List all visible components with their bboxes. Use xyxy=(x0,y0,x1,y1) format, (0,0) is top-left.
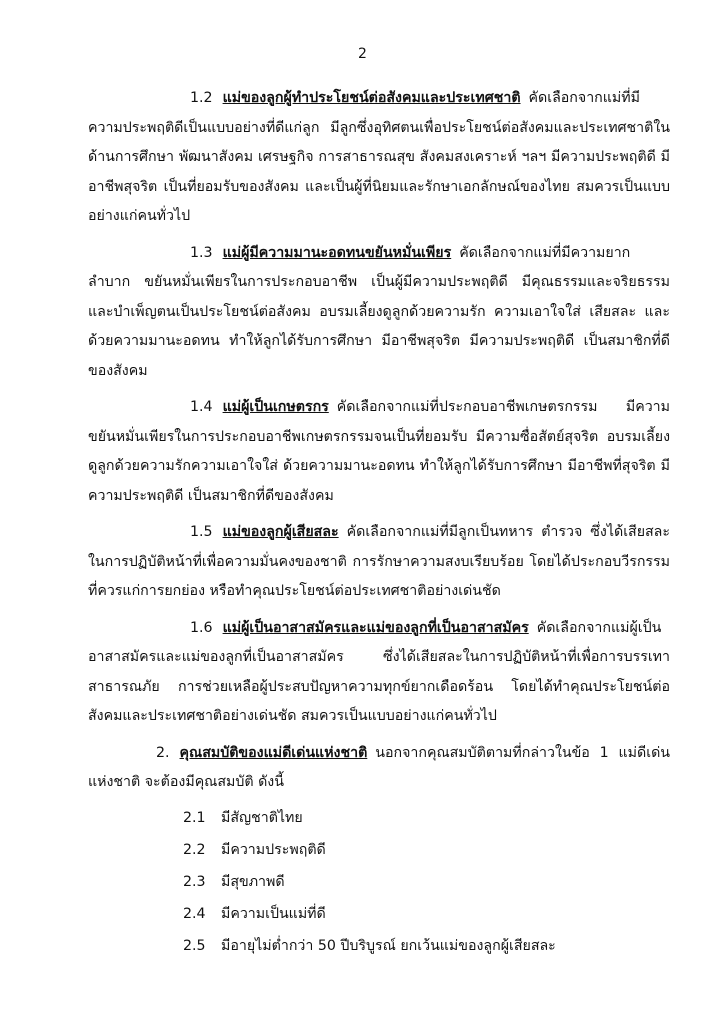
section-2 xyxy=(88,739,670,962)
section-number: 1.6 xyxy=(190,619,213,636)
item-number: 2.3 xyxy=(183,873,206,890)
section-number: 1.4 xyxy=(190,399,213,415)
section-text: คัดเลือกจากแม่ผู้เป็นอาสาสมัครและแม่ของลูกที่เป็นอาสาสมัคร ซึ่งได้เสียสละในการปฏิบัติหน้าที่เพื่อการบรรเทาสาธารณภัย การช่วยเหลือผู้ประสบปัญหาความทุกข์ยากเดือดร้อน โดยได้ทำคุณประโยชน์ต่อสังคมและประเทศชาติอย่างเด่นชัด สมควรเป็นแบบอย่างแก่คนทั่วไป xyxy=(88,619,670,724)
section-heading: แม่ของลูกผู้เสียสละ xyxy=(222,524,339,540)
item-number: 2.4 xyxy=(183,905,206,922)
list-item xyxy=(88,898,670,930)
item-number: 2.2 xyxy=(183,841,206,858)
list-item xyxy=(88,866,670,898)
section-1-5 xyxy=(88,518,670,607)
document-body xyxy=(88,84,670,962)
section-1-2 xyxy=(88,84,670,232)
section-heading: แม่ผู้มีความมานะอดทนขยันหมั่นเพียร xyxy=(222,244,452,261)
section-number: 2. xyxy=(156,744,170,761)
list-item xyxy=(88,930,670,962)
section-text: คัดเลือกจากแม่ที่มีความยากลำบาก ขยันหมั่นเพียรในการประกอบอาชีพ เป็นผู้มีความประพฤติดี มีคุณธรรมและจริยธรรม และบำเพ็ญตนเป็นประโยชน์ต่อสังคม อบรมเลี้ยงดูลูกด้วยความรัก ความเอาใจใส่ เสียสละ และด้วยความมานะอดทน ทำให้ลูกได้รับการศึกษา มีอาชีพสุจริต มีความประพฤติดี เป็นสมาชิกที่ดีของสังคม xyxy=(88,244,670,379)
qualification-list xyxy=(88,802,670,962)
item-text: มีความประพฤติดี xyxy=(221,841,326,858)
item-text: มีอายุไม่ต่ำกว่า 50 ปีบริบูรณ์ ยกเว้นแม่ของลูกผู้เสียสละ xyxy=(221,937,556,954)
section-heading: แม่ของลูกผู้ทำประโยชน์ต่อสังคมและประเทศชาติ xyxy=(222,90,521,106)
section-text: คัดเลือกจากแม่ที่ประกอบอาชีพเกษตรกรรม มีความขยันหมั่นเพียรในการประกอบอาชีพเกษตรกรรมจนเป็นที่ยอมรับ มีความซื่อสัตย์สุจริต อบรมเลี้ยงดูลูกด้วยความรักความเอาใจใส่ ด้วยความมานะอดทน ทำให้ลูกได้รับการศึกษา มีอาชีพที่สุจริต มีความประพฤติดี เป็นสมาชิกที่ดีของสังคม xyxy=(88,399,670,504)
page-number: 2 xyxy=(358,46,367,62)
section-text: คัดเลือกจากแม่ที่มีลูกเป็นทหาร ตำรวจ ซึ่งได้เสียสละในการปฏิบัติหน้าที่เพื่อความมั่นคงของชาติ การรักษาความสงบเรียบร้อย โดยได้ประกอบวีรกรรมที่ควรแก่การยกย่อง หรือทำคุณประโยชน์ต่อประเทศชาติอย่างเด่นชัด xyxy=(88,524,670,599)
item-text: มีความเป็นแม่ที่ดี xyxy=(221,905,326,922)
section-heading: แม่ผู้เป็นเกษตรกร xyxy=(222,399,329,415)
item-text: มีสุขภาพดี xyxy=(221,873,285,890)
section-number: 1.3 xyxy=(190,244,213,261)
section-number: 1.2 xyxy=(190,90,213,106)
section-text: คัดเลือกจากแม่ที่มีความประพฤติดีเป็นแบบอย่างที่ดีแก่ลูก มีลูกซึ่งอุทิศตนเพื่อประโยชน์ต่อสังคมและประเทศชาติในด้านการศึกษา พัฒนาสังคม เศรษฐกิจ การสาธารณสุข สังคมสงเคราะห์ ฯลฯ มีความประพฤติดี มีอาชีพสุจริต เป็นที่ยอมรับของสังคม และเป็นผู้ที่นิยมและรักษาเอกลักษณ์ของไทย สมควรเป็นแบบอย่างแก่คนทั่วไป xyxy=(88,90,670,224)
section-1-6 xyxy=(88,614,670,732)
section-heading: แม่ผู้เป็นอาสาสมัครและแม่ของลูกที่เป็นอาสาสมัคร xyxy=(222,619,529,636)
section-number: 1.5 xyxy=(190,524,213,540)
list-item xyxy=(88,802,670,834)
item-number: 2.5 xyxy=(183,937,206,954)
section-text: นอกจากคุณสมบัติตามที่กล่าวในข้อ 1 แม่ดีเด่นแห่งชาติ จะต้องมีคุณสมบัติ ดังนี้ xyxy=(88,744,670,790)
section-1-4 xyxy=(88,393,670,511)
item-number: 2.1 xyxy=(183,809,206,826)
section-1-3 xyxy=(88,239,670,387)
list-item xyxy=(88,834,670,866)
section-heading: คุณสมบัติของแม่ดีเด่นแห่งชาติ xyxy=(179,744,368,761)
item-text: มีสัญชาติไทย xyxy=(221,809,303,826)
